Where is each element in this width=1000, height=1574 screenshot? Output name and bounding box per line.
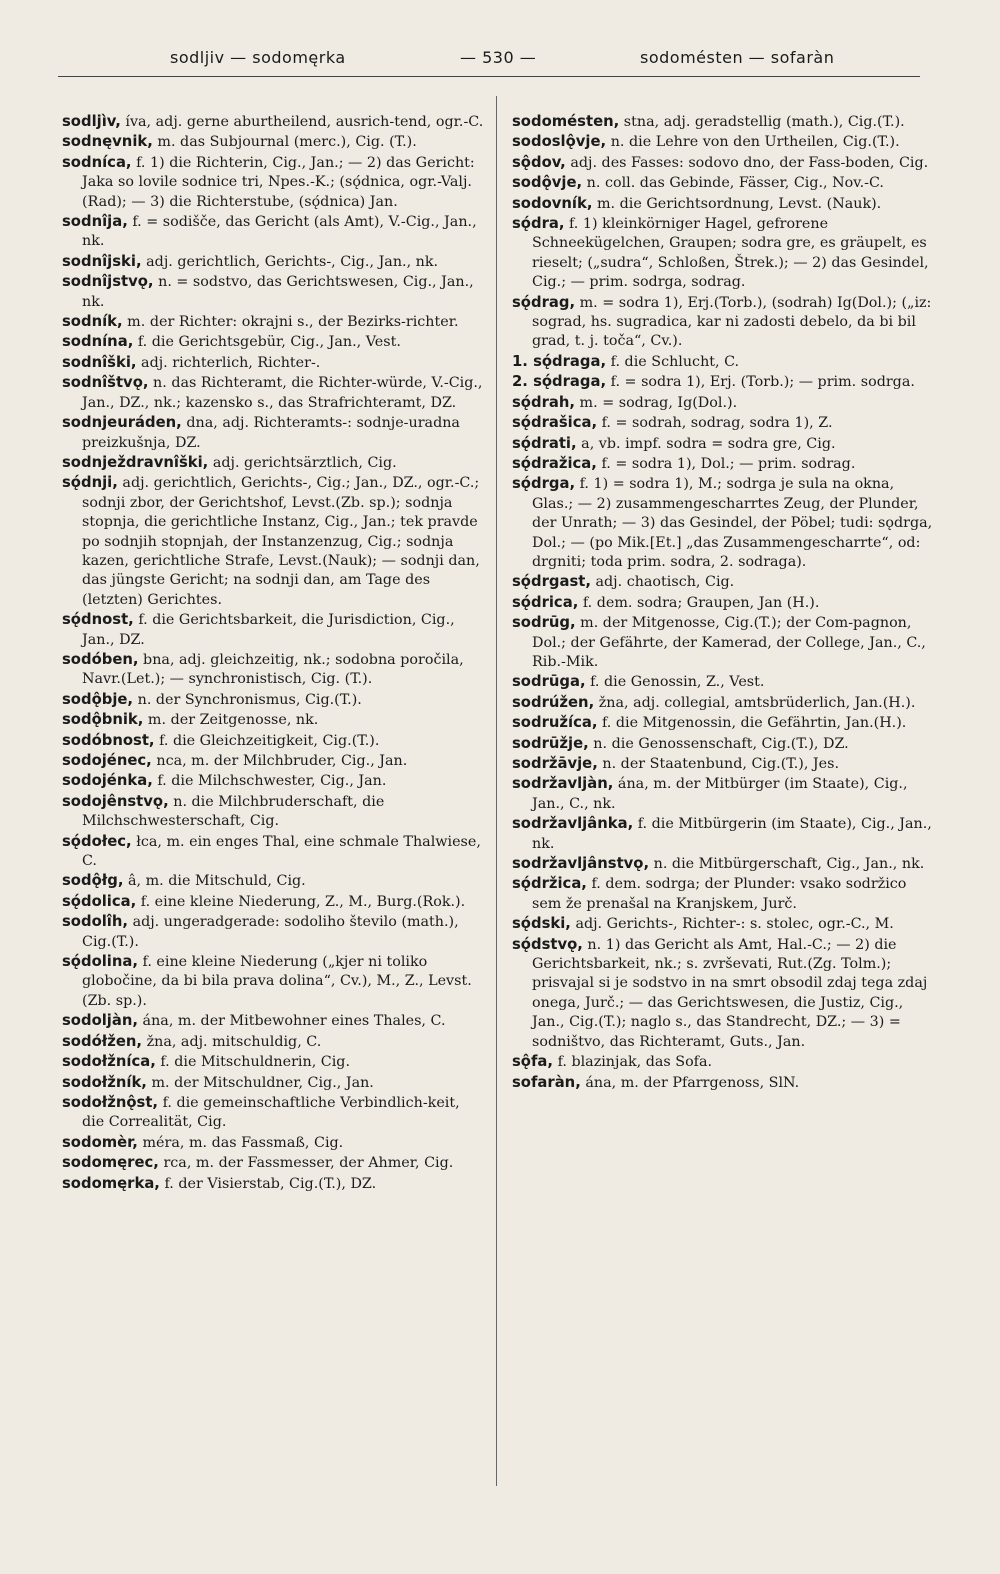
entry-definition: f. 1) = sodra 1), M.; sodrga je sula na okna, Glas.; — 2) zusammengescharrtes Zeug, der Plunder, der Unrath; — 3) das Gesindel, der Pöbel; tudi: sǫdrga, Dol.; — (po Mik.[Et.] „das Zusammengescharrte“, od: drgniti; toda prim. sodra, 2. sodraga). bbox=[532, 476, 933, 570]
dictionary-entry bbox=[62, 1052, 485, 1072]
dictionary-entry bbox=[512, 173, 935, 193]
dictionary-entry bbox=[512, 814, 935, 854]
entry-definition: n. der Synchronismus, Cig.(T.). bbox=[133, 691, 362, 708]
dictionary-entry bbox=[62, 690, 485, 710]
entry-headword: sǫ̂dov, bbox=[512, 153, 566, 171]
entry-definition: f. = sodra 1), Dol.; — prim. sodrag. bbox=[596, 455, 856, 472]
entry-definition: â, m. die Mitschuld, Cig. bbox=[123, 873, 306, 890]
entry-definition: f. = sodra 1), Erj. (Torb.); — prim. sodrga. bbox=[606, 374, 915, 391]
entry-headword: sodojénka, bbox=[62, 772, 153, 790]
dictionary-entry bbox=[512, 214, 935, 293]
dictionary-entry bbox=[62, 373, 485, 413]
entry-headword: sǫ́dra, bbox=[512, 215, 565, 233]
entry-definition: žna, adj. mitschuldig, C. bbox=[142, 1033, 322, 1050]
dictionary-entry bbox=[512, 935, 935, 1052]
dictionary-entry bbox=[62, 650, 485, 690]
entry-headword: sodnína, bbox=[62, 333, 134, 351]
entry-headword: sodołžníca, bbox=[62, 1053, 156, 1071]
entry-definition: bna, adj. gleichzeitig, nk.; sodobna poročila, Navr.(Let.); — synchronistisch, Cig. (T.). bbox=[82, 651, 464, 688]
entry-definition: íva, adj. gerne aburtheilend, ausrich-tend, ogr.-C. bbox=[120, 114, 484, 130]
entry-definition: n. coll. das Gebinde, Fässer, Cig., Nov.-C. bbox=[582, 175, 884, 192]
entry-definition: f. die Milchschwester, Cig., Jan. bbox=[152, 773, 387, 790]
dictionary-entry bbox=[512, 754, 935, 774]
entry-definition: n. die Genossenschaft, Cig.(T.), DZ. bbox=[588, 735, 849, 752]
dictionary-entry bbox=[512, 1073, 935, 1093]
dictionary-entry bbox=[62, 1133, 485, 1153]
entry-definition: f. = sodrah, sodrag, sodra 1), Z. bbox=[597, 415, 833, 432]
entry-definition: f. = sodišče, das Gericht (als Amt), V.-Cig., Jan., nk. bbox=[82, 214, 477, 250]
entry-headword: sodǫ̂łg, bbox=[62, 872, 124, 890]
entry-definition: adj. gerichtlich, Gerichts-, Cig., Jan., nk. bbox=[141, 253, 439, 270]
dictionary-entry bbox=[62, 751, 485, 771]
entry-headword: sodoméstеn, bbox=[512, 113, 620, 130]
entry-headword: sodník, bbox=[62, 313, 123, 331]
page-number: — 530 — bbox=[460, 48, 537, 67]
dictionary-entry bbox=[512, 474, 935, 572]
dictionary-entry bbox=[62, 1011, 485, 1031]
entry-headword: sǫ́drati, bbox=[512, 434, 577, 452]
entry-headword: sodržāvje, bbox=[512, 755, 598, 772]
dictionary-entry bbox=[512, 132, 935, 152]
entry-headword: sǫ̂fa, bbox=[512, 1053, 554, 1071]
entry-headword: sodružíca, bbox=[512, 714, 598, 732]
dictionary-entry bbox=[512, 874, 935, 914]
entry-definition: ána, m. der Mitbürger (im Staate), Cig., Jan., C., nk. bbox=[532, 776, 908, 812]
entry-headword: sodojénec, bbox=[62, 752, 152, 769]
dictionary-entry bbox=[62, 771, 485, 791]
entry-headword: sodnjeuráden, bbox=[62, 414, 182, 432]
entry-headword: sodǫ̂bnik, bbox=[62, 711, 144, 729]
dictionary-entry bbox=[62, 731, 485, 751]
entry-definition: dna, adj. Richteramts-: sodnje-uradna preizkušnja, DZ. bbox=[82, 415, 460, 451]
dictionary-entry bbox=[62, 353, 485, 373]
entry-headword: sǫ́držica, bbox=[512, 875, 587, 893]
entry-headword: sodrūg, bbox=[512, 614, 576, 632]
entry-headword: sǫ́drgast, bbox=[512, 573, 591, 591]
entry-definition: n. die Mitbürgerschaft, Cig., Jan., nk. bbox=[649, 856, 925, 873]
entry-headword: sodnîštvǫ, bbox=[62, 374, 149, 392]
dictionary-entry bbox=[512, 914, 935, 934]
entry-headword: sodóben, bbox=[62, 650, 139, 668]
entry-headword: sodomęrec, bbox=[62, 1154, 159, 1172]
entry-headword: sodojênstvǫ, bbox=[62, 792, 169, 810]
dictionary-entry bbox=[512, 372, 935, 392]
header-right-guideword: sodoméstеn — sofaràn bbox=[640, 48, 835, 67]
entry-definition: f. eine kleine Niederung, Z., M., Burg.(Rok.). bbox=[136, 893, 466, 910]
dictionary-entry bbox=[512, 112, 935, 132]
entry-headword: sǫ́drah, bbox=[512, 393, 576, 411]
entry-definition: f. die Genossin, Z., Vest. bbox=[585, 674, 765, 691]
dictionary-entry bbox=[512, 572, 935, 592]
dictionary-entry bbox=[512, 613, 935, 672]
entry-headword: sodržavljàn, bbox=[512, 775, 614, 793]
entry-definition: nca, m. der Milchbruder, Cig., Jan. bbox=[151, 753, 408, 769]
entry-definition: ána, m. der Pfarrgenoss, SlN. bbox=[580, 1074, 800, 1091]
entry-headword: sodovník, bbox=[512, 194, 593, 212]
dictionary-entry bbox=[62, 610, 485, 650]
entry-headword: sodǫ̂bje, bbox=[62, 690, 134, 708]
dictionary-entry bbox=[62, 1093, 485, 1133]
dictionary-entry bbox=[512, 153, 935, 173]
entry-headword: sodnęvnik, bbox=[62, 133, 153, 151]
entry-definition: adj. ungeradgerade: sodoliho število (math.), Cig.(T.). bbox=[82, 914, 459, 950]
entry-headword: sodomèr, bbox=[62, 1133, 138, 1151]
entry-headword: sǫ́drga, bbox=[512, 475, 576, 493]
entry-headword: sǫ́dražica, bbox=[512, 454, 597, 472]
entry-headword: sodrúžen, bbox=[512, 693, 595, 711]
dictionary-entry bbox=[512, 713, 935, 733]
entry-definition: n. der Staatenbund, Cig.(T.), Jes. bbox=[597, 756, 839, 772]
entry-headword: sodoslǫ̂vje, bbox=[512, 133, 607, 151]
entry-definition: n. 1) das Gericht als Amt, Hal.-C.; — 2) die Gerichtsbarkeit, nk.; s. zvrševati, Rut.(Zg. Tolm.); prisvajal si je sodstvo in na smrt obsodil zdaj tega zdaj onega, Jurč.; — das Gerichtswesen, die Justiz, Cig., Jan., Cig.(T.); naglo s., das Standrecht, DZ.; — 3) = sodništvo, das Richteramt, Guts., Jan. bbox=[532, 936, 928, 1050]
dictionary-entry bbox=[512, 413, 935, 433]
entry-definition: f. eine kleine Niederung („kjer ni toliko globočine, da bi bila prava dolina“, Cv.), M., Z., Levst.(Zb. sp.). bbox=[82, 954, 472, 1009]
entry-definition: f. 1) die Richterin, Cig., Jan.; — 2) das Gericht: Jaka so lovile sodnice tri, Npes.-K.; (sǫ́dnica, ogr.-Valj. (Rad); — 3) die Richterstube, (sǫ́dnica) Jan. bbox=[82, 154, 475, 210]
dictionary-entry bbox=[512, 434, 935, 454]
dictionary-entry bbox=[62, 952, 485, 1011]
entry-headword: sodrūžje, bbox=[512, 734, 589, 752]
entry-definition: f. die Mitschuldnerin, Cig. bbox=[155, 1054, 350, 1071]
dictionary-entry bbox=[62, 1032, 485, 1052]
right-column bbox=[512, 112, 935, 1093]
dictionary-entry bbox=[62, 871, 485, 891]
entry-definition: n. die Milchbruderschaft, die Milchschwesterschaft, Cig. bbox=[82, 793, 385, 830]
entry-headword: sǫ́dolina, bbox=[62, 953, 139, 971]
dictionary-entry bbox=[512, 393, 935, 413]
entry-headword: sodnježdravnîški, bbox=[62, 453, 209, 471]
dictionary-entry bbox=[62, 1153, 485, 1173]
entry-definition: adj. gerichtsärztlich, Cig. bbox=[208, 454, 397, 471]
entry-headword: sǫ́dstvǫ, bbox=[512, 935, 583, 953]
entry-headword: sodržavljânka, bbox=[512, 815, 634, 833]
dictionary-entry bbox=[62, 153, 485, 212]
entry-definition: stna, adj. geradstellig (math.), Cig.(T.). bbox=[619, 114, 905, 130]
entry-headword: sodníca, bbox=[62, 153, 132, 171]
entry-headword: sodnîja, bbox=[62, 213, 128, 231]
dictionary-entry bbox=[512, 1052, 935, 1072]
entry-headword: sodržavljânstvǫ, bbox=[512, 855, 650, 873]
entry-headword: sodǫ̂vje, bbox=[512, 174, 583, 192]
entry-headword: sodółžen, bbox=[62, 1032, 143, 1050]
entry-definition: m. = sodrag, Ig(Dol.). bbox=[575, 394, 738, 411]
entry-headword: sǫ́drašica, bbox=[512, 414, 598, 432]
entry-definition: méra, m. das Fassmaß, Cig. bbox=[137, 1134, 344, 1151]
dictionary-entry bbox=[512, 734, 935, 754]
entry-definition: m. die Gerichtsordnung, Levst. (Nauk). bbox=[592, 195, 882, 212]
entry-definition: adj. chaotisch, Cig. bbox=[590, 574, 735, 591]
entry-headword: sǫ́dolica, bbox=[62, 892, 137, 910]
dictionary-entry bbox=[62, 832, 485, 872]
entry-headword: 1. sǫ́draga, bbox=[512, 352, 607, 370]
entry-headword: sǫ́drag, bbox=[512, 293, 576, 311]
dictionary-entry bbox=[512, 454, 935, 474]
dictionary-entry bbox=[62, 332, 485, 352]
entry-definition: adj. gerichtlich, Gerichts-, Cig.; Jan., DZ., ogr.-C.; sodnji zbor, der Gerichtshof, Levst.(Zb. sp.); sodnja stopnja, die gerichtliche Instanz, Cig., Jan.; tek pravde po sodnjih stopnjah, der Instanzenzug, Cig.; sodnja kazen, gerichtliche Strafe, Levst.(Nauk); — sodnji dan, das jüngste Gericht; na sodnji dan, am Tage des (letzten) Gerichtes. bbox=[82, 475, 480, 608]
entry-headword: sodrūga, bbox=[512, 673, 586, 691]
dictionary-entry bbox=[62, 1174, 485, 1194]
entry-definition: f. 1) kleinkörniger Hagel, gefrorene Schneekügelchen, Graupen; sodra gre, es gräupelt, es rieselt; („sudra“, Schloßen, Štrek.); — 2) das Gesindel, Cig.; — prim. sodrga, sodrag. bbox=[532, 216, 929, 291]
entry-headword: sǫ́dski, bbox=[512, 915, 571, 933]
entry-definition: n. die Lehre von den Urtheilen, Cig.(T.). bbox=[606, 134, 900, 151]
entry-definition: f. die Gerichtsbarkeit, die Jurisdiction, Cig., Jan., DZ. bbox=[82, 612, 455, 648]
entry-headword: sofaràn, bbox=[512, 1073, 581, 1091]
dictionary-entry bbox=[62, 1073, 485, 1093]
entry-definition: adj. Gerichts-, Richter-: s. stolec, ogr.-C., M. bbox=[570, 916, 894, 933]
entry-definition: f. die Schlucht, C. bbox=[606, 353, 740, 370]
entry-headword: sodnîjstvǫ, bbox=[62, 273, 154, 291]
entry-headword: sodnîjski, bbox=[62, 252, 142, 270]
entry-definition: m. das Subjournal (merc.), Cig. (T.). bbox=[152, 134, 417, 151]
entry-definition: žna, adj. collegial, amtsbrüderlich, Jan.(H.). bbox=[594, 694, 916, 711]
entry-headword: sodljìv, bbox=[62, 113, 121, 130]
dictionary-entry bbox=[62, 892, 485, 912]
entry-definition: f. die Mitbürgerin (im Staate), Cig., Jan., nk. bbox=[532, 816, 932, 852]
dictionary-entry bbox=[512, 854, 935, 874]
entry-definition: ána, m. der Mitbewohner eines Thales, C. bbox=[138, 1013, 446, 1030]
dictionary-entry bbox=[62, 252, 485, 272]
entry-headword: sodnîški, bbox=[62, 353, 137, 371]
dictionary-entry bbox=[512, 672, 935, 692]
dictionary-entry bbox=[512, 593, 935, 613]
entry-definition: f. die Gerichtsgebür, Cig., Jan., Vest. bbox=[133, 334, 401, 351]
header-left-guideword: sodljiv — sodomęrka bbox=[170, 48, 346, 67]
dictionary-entry bbox=[512, 774, 935, 814]
dictionary-entry bbox=[62, 453, 485, 473]
entry-definition: rca, m. der Fassmesser, der Ahmer, Cig. bbox=[158, 1155, 454, 1172]
entry-headword: 2. sǫ́draga, bbox=[512, 373, 607, 391]
column-divider bbox=[496, 96, 497, 1486]
entry-definition: f. die Gleichzeitigkeit, Cig.(T.). bbox=[154, 732, 380, 749]
entry-headword: sodomęrka, bbox=[62, 1174, 160, 1192]
entry-definition: f. die gemeinschaftliche Verbindlich-keit, die Correalität, Cig. bbox=[82, 1094, 460, 1131]
page-header bbox=[60, 48, 930, 72]
dictionary-entry bbox=[62, 792, 485, 832]
entry-headword: sodolîh, bbox=[62, 913, 129, 931]
entry-headword: sodołžnǫ̂st, bbox=[62, 1093, 159, 1111]
dictionary-entry bbox=[62, 912, 485, 952]
entry-headword: sǫ́drica, bbox=[512, 593, 579, 611]
left-column bbox=[62, 112, 485, 1194]
entry-headword: sǫ́dnost, bbox=[62, 611, 134, 629]
dictionary-entry bbox=[62, 710, 485, 730]
header-rule bbox=[58, 76, 920, 77]
entry-definition: f. die Mitgenossin, die Gefährtin, Jan.(H.). bbox=[597, 715, 907, 732]
entry-definition: m. der Mitschuldner, Cig., Jan. bbox=[146, 1074, 374, 1091]
dictionary-entry bbox=[62, 272, 485, 312]
dictionary-entry bbox=[62, 473, 485, 610]
entry-definition: f. dem. sodra; Graupen, Jan (H.). bbox=[578, 594, 820, 611]
entry-headword: sodołžník, bbox=[62, 1073, 147, 1091]
entry-definition: adj. des Fasses: sodovo dno, der Fass-boden, Cig. bbox=[565, 154, 929, 171]
entry-definition: m. der Richter: okrajni s., der Bezirks-richter. bbox=[122, 314, 459, 331]
dictionary-entry bbox=[512, 194, 935, 214]
entry-definition: f. dem. sodrga; der Plunder: vsako sodržico sem že prenašal na Kranjskem, Jurč. bbox=[532, 876, 907, 912]
entry-headword: sodóbnost, bbox=[62, 731, 155, 749]
entry-definition: n. = sodstvo, das Gerichtswesen, Cig., Jan., nk. bbox=[82, 274, 474, 310]
entry-definition: m. = sodra 1), Erj.(Torb.), (sodrah) Ig(Dol.); („iz: sograd, hs. sugradica, kar ni zadosti debelo, da bi bil grad, t. j. toča“, Cv.). bbox=[532, 294, 932, 350]
dictionary-entry bbox=[512, 693, 935, 713]
entry-definition: n. das Richteramt, die Richter-würde, V.-Cig., Jan., DZ., nk.; kazensko s., das Strafrichteramt, DZ. bbox=[82, 375, 483, 411]
entry-headword: sǫ́dołec, bbox=[62, 832, 132, 850]
entry-definition: a, vb. impf. sodra = sodra gre, Cig. bbox=[576, 435, 836, 452]
dictionary-entry bbox=[62, 413, 485, 453]
dictionary-entry bbox=[62, 212, 485, 252]
dictionary-entry bbox=[512, 293, 935, 352]
entry-definition: f. der Visierstab, Cig.(T.), DZ. bbox=[159, 1175, 377, 1192]
dictionary-entry bbox=[512, 352, 935, 372]
entry-definition: f. blazinjak, das Sofa. bbox=[553, 1054, 713, 1071]
entry-definition: adj. richterlich, Richter-. bbox=[136, 354, 321, 371]
dictionary-entry bbox=[62, 312, 485, 332]
entry-headword: sǫ́dnji, bbox=[62, 474, 118, 492]
entry-definition: m. der Mitgenosse, Cig.(T.); der Com-pagnon, Dol.; der Gefährte, der Kamerad, der College, Jan., C., Rib.-Mik. bbox=[532, 615, 926, 670]
entry-definition: łca, m. ein enges Thal, eine schmale Thalwiese, C. bbox=[82, 833, 481, 870]
dictionary-entry bbox=[62, 112, 485, 132]
dictionary-entry bbox=[62, 132, 485, 152]
entry-definition: m. der Zeitgenosse, nk. bbox=[143, 712, 319, 729]
entry-headword: sodoljàn, bbox=[62, 1012, 139, 1030]
